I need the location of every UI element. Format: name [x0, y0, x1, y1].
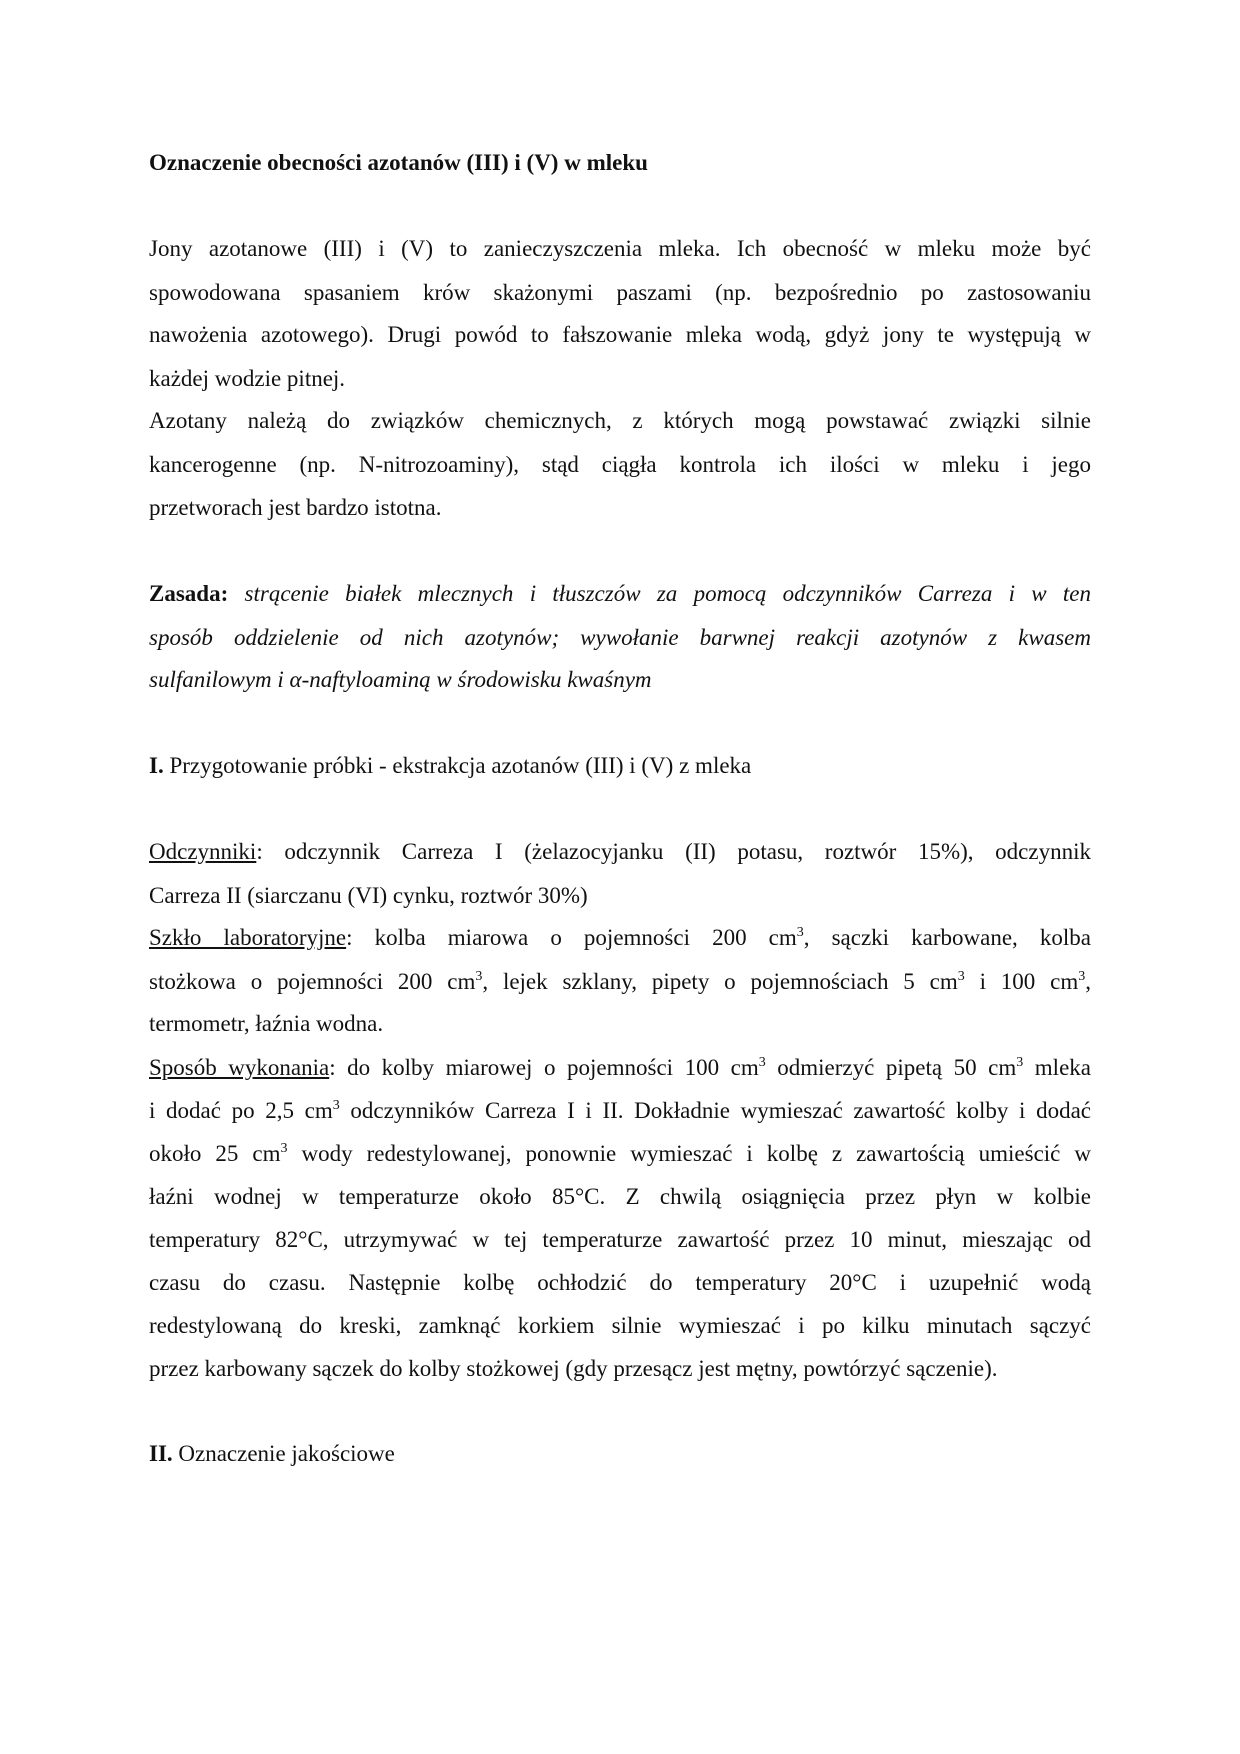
- method-line: łaźni wodnej w temperaturze około 85°C. Z chwilą osiągnięcia przez płyn w kolbie: [149, 1184, 1091, 1209]
- section-title: Przygotowanie próbki - ekstrakcja azotanów (III) i (V) z mleka: [163, 753, 752, 778]
- method-line: przez karbowany sączek do kolby stożkowej (gdy przesącz jest mętny, powtórzyć sączenie).: [149, 1356, 998, 1381]
- text: około 25 cm: [149, 1141, 281, 1166]
- glassware-line: termometr, łaźnia wodna.: [149, 1011, 384, 1036]
- glassware-label: Szkło laboratoryjne: [149, 925, 347, 950]
- method-line: redestylowaną do kreski, zamknąć korkiem silnie wymieszać i po kilku minutach sączyć: [149, 1313, 1091, 1338]
- intro-line: Azotany należą do związków chemicznych, z których mogą powstawać związki silnie: [149, 408, 1091, 433]
- text: odmierzyć pipetą 50 cm: [765, 1055, 1017, 1080]
- section-number: I.: [149, 753, 164, 778]
- text: wody redestylowanej, ponownie wymieszać i kolbę z zawartością umieścić w: [287, 1141, 1091, 1166]
- superscript: 3: [332, 1098, 340, 1113]
- glassware-line: [149, 960, 1091, 1003]
- section-title: Oznaczenie jakościowe: [172, 1441, 395, 1466]
- method-line: [149, 1089, 1091, 1132]
- method-line: [149, 1132, 1091, 1175]
- section-number: II.: [149, 1441, 173, 1466]
- superscript: 3: [475, 969, 483, 984]
- text: odczynników Carreza I i II. Dokładnie wymieszać zawartość kolby i dodać: [339, 1098, 1092, 1123]
- principle-line: sposób oddzielenie od nich azotynów; wywołanie barwnej reakcji azotynów z kwasem: [149, 625, 1091, 650]
- text: , lejek szklany, pipety o pojemnościach 5 cm: [482, 969, 958, 994]
- reagents-text: : odczynnik Carreza I (żelazocyjanku (II) potasu, roztwór 15%), odczynnik: [256, 839, 1091, 864]
- text: : do kolby miarowej o pojemności 100 cm: [329, 1055, 759, 1080]
- section-heading-1: [149, 744, 1091, 787]
- intro-line: nawożenia azotowego). Drugi powód to fałszowanie mleka wodą, gdyż jony te występują w: [149, 322, 1091, 347]
- principle-label: Zasada:: [149, 581, 229, 606]
- text: mleka: [1023, 1055, 1091, 1080]
- text: i 100 cm: [964, 969, 1079, 994]
- document-title: Oznaczenie obecności azotanów (III) i (V) w mleku: [149, 150, 648, 175]
- intro-line: spowodowana spasaniem krów skażonymi paszami (np. bezpośrednio po zastosowaniu: [149, 280, 1091, 305]
- principle-line: sulfanilowym i α-naftyloaminą w środowisku kwaśnym: [149, 667, 652, 692]
- method-line: czasu do czasu. Następnie kolbę ochłodzić do temperatury 20°C i uzupełnić wodą: [149, 1270, 1091, 1295]
- reagents-label: Odczynniki: [149, 839, 257, 864]
- intro-line: kancerogenne (np. N-nitrozoaminy), stąd ciągła kontrola ich ilości w mleku i jego: [149, 452, 1091, 477]
- principle-text: strącenie białek mlecznych i tłuszczów za pomocą odczynników Carreza i w ten: [244, 581, 1091, 606]
- reagents-line: [149, 830, 1091, 873]
- superscript: 3: [1016, 1055, 1024, 1070]
- principle-line: [149, 572, 1091, 615]
- intro-line: Jony azotanowe (III) i (V) to zanieczyszczenia mleka. Ich obecność w mleku może być: [149, 236, 1091, 261]
- reagents-line: Carreza II (siarczanu (VI) cynku, roztwór 30%): [149, 883, 588, 908]
- intro-line: przetworach jest bardzo istotna.: [149, 495, 442, 520]
- text: ,: [1085, 969, 1091, 994]
- method-label: Sposób wykonania: [149, 1055, 330, 1080]
- method-line: temperatury 82°C, utrzymywać w tej temperaturze zawartość przez 10 minut, mieszając od: [149, 1227, 1091, 1252]
- superscript: 3: [758, 1055, 766, 1070]
- section-heading-2: [149, 1432, 1091, 1475]
- superscript: 3: [796, 925, 804, 940]
- text: , sączki karbowane, kolba: [803, 925, 1092, 950]
- superscript: 3: [280, 1141, 288, 1156]
- text: i dodać po 2,5 cm: [149, 1098, 333, 1123]
- text: stożkowa o pojemności 200 cm: [149, 969, 476, 994]
- superscript: 3: [957, 969, 965, 984]
- glassware-line: [149, 916, 1091, 959]
- method-line: [149, 1046, 1091, 1089]
- text: : kolba miarowa o pojemności 200 cm: [346, 925, 797, 950]
- intro-line: każdej wodzie pitnej.: [149, 366, 346, 391]
- superscript: 3: [1078, 969, 1086, 984]
